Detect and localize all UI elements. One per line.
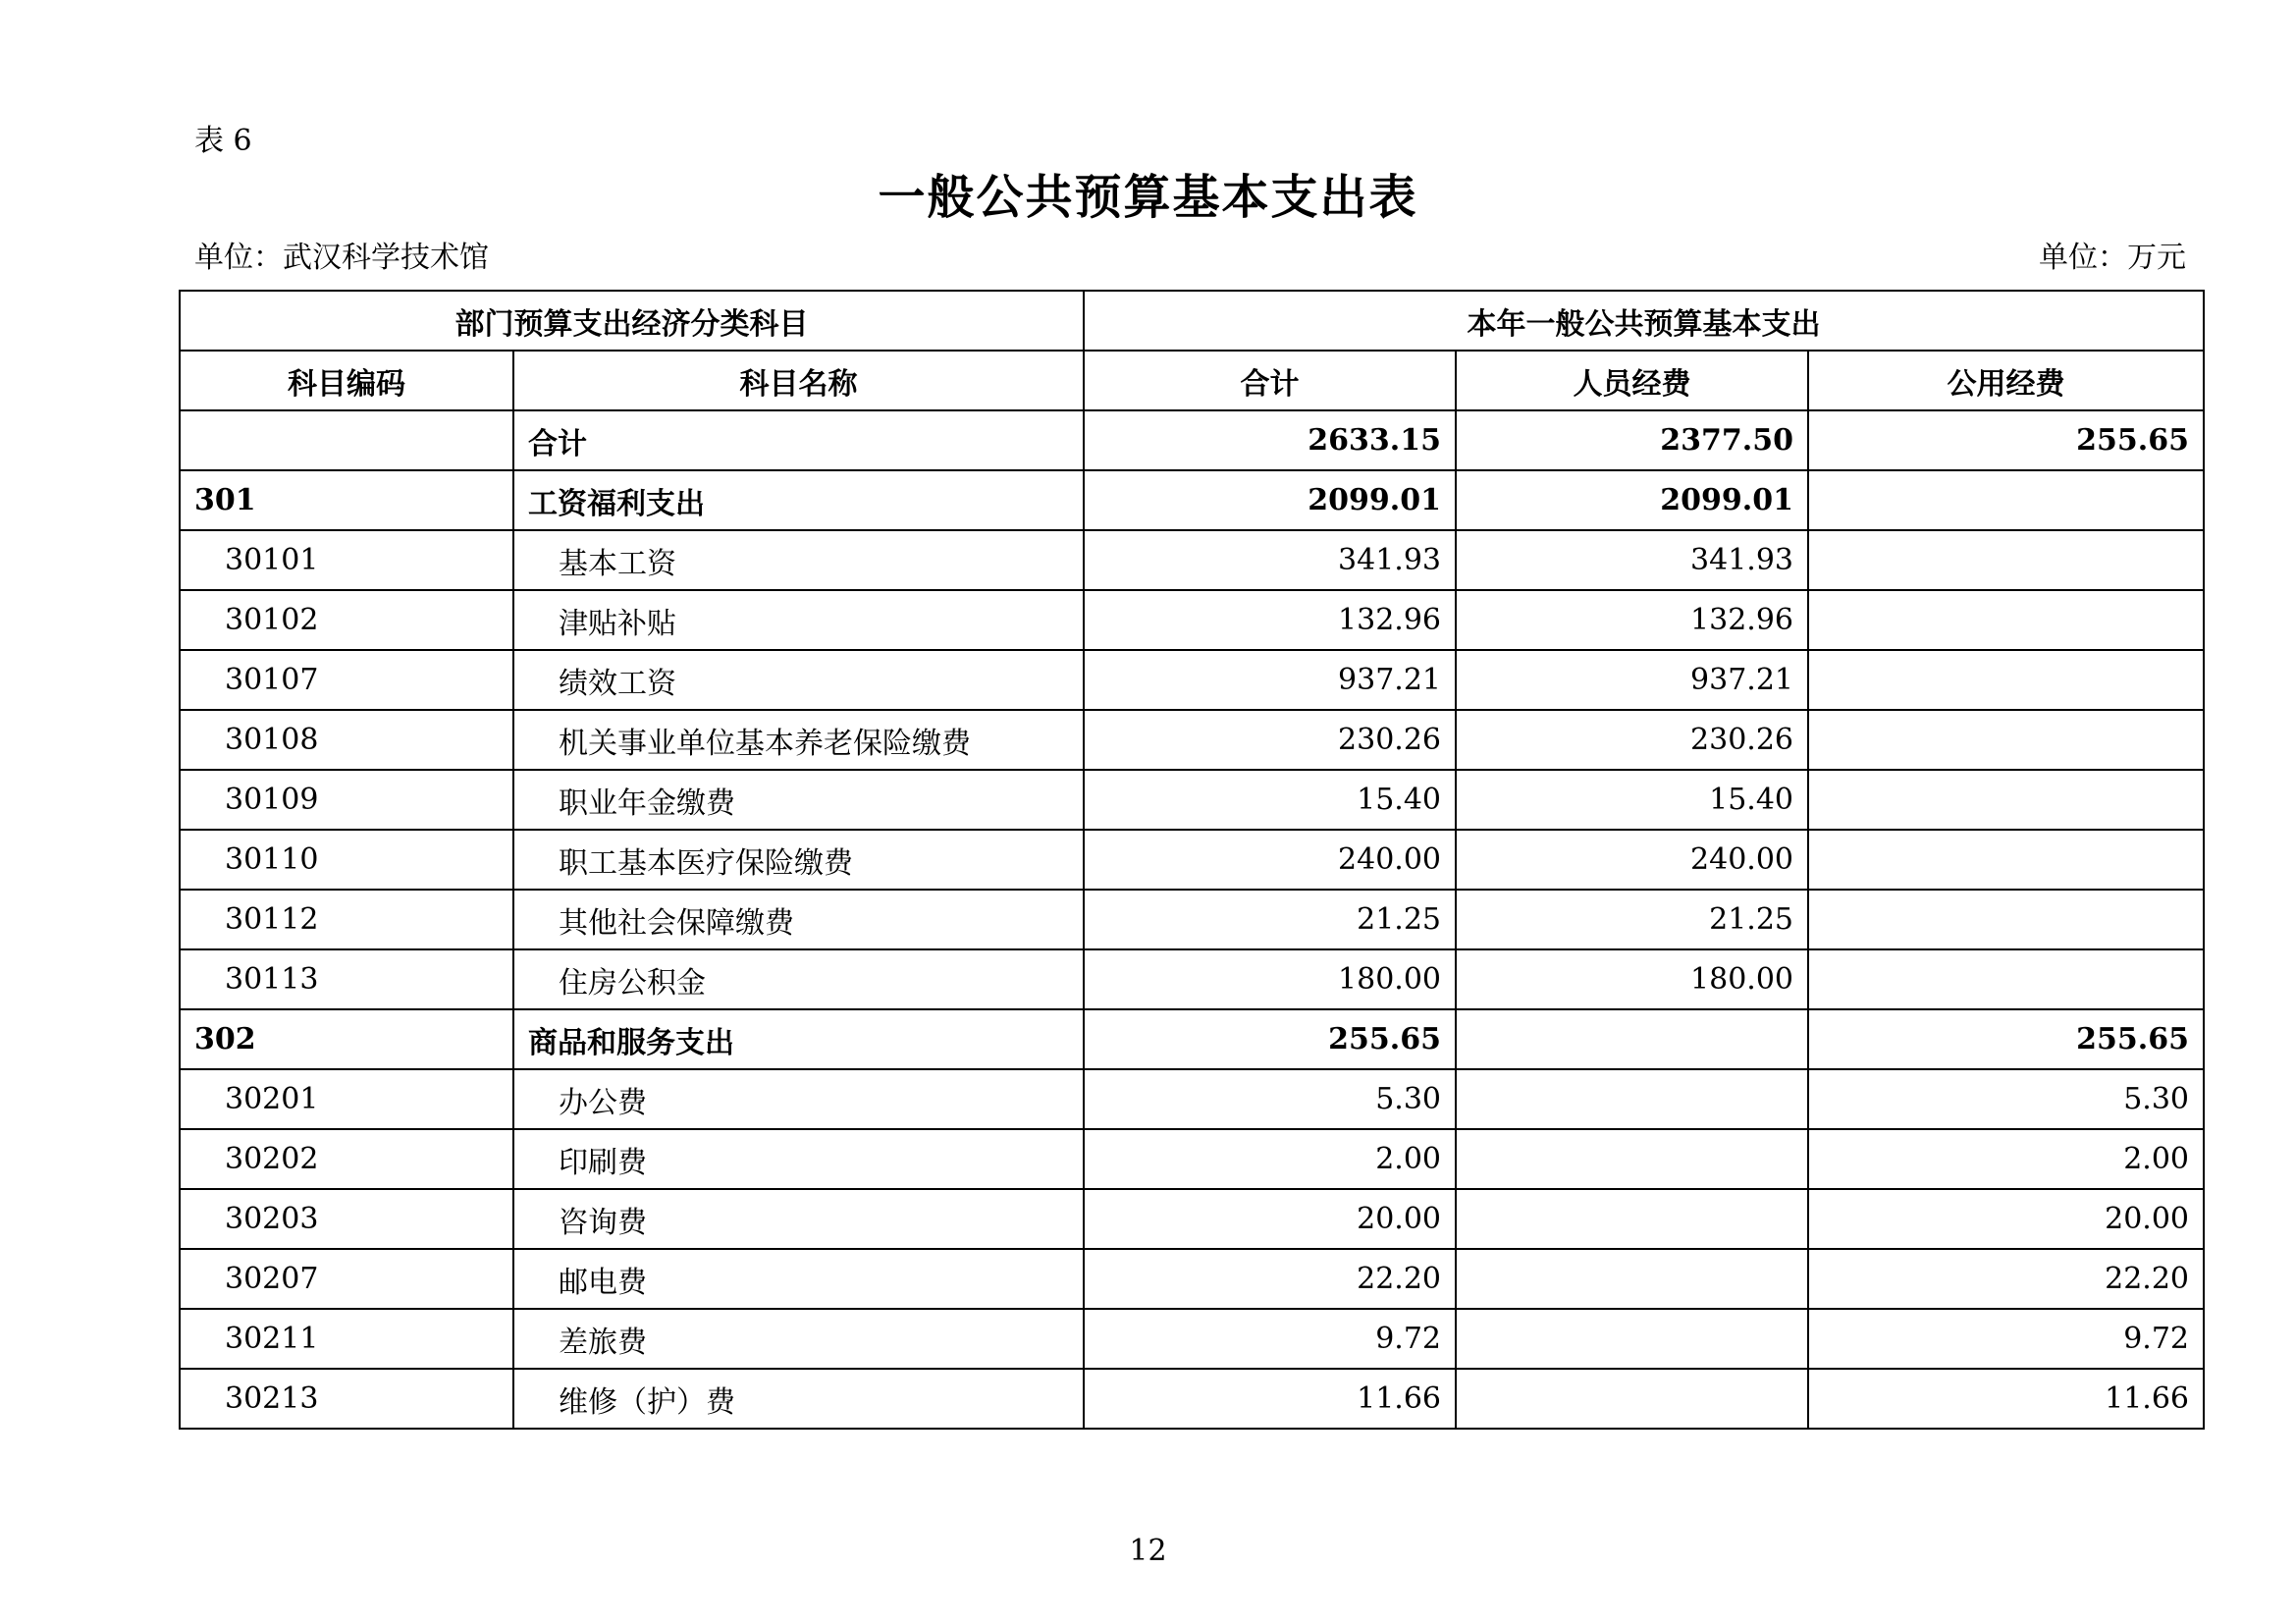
cell-code: 30112 (180, 890, 513, 949)
cell-total: 22.20 (1084, 1249, 1456, 1309)
cell-personnel: 21.25 (1456, 890, 1808, 949)
cell-public (1808, 949, 2204, 1009)
cell-personnel: 937.21 (1456, 650, 1808, 710)
table-row (180, 1129, 2204, 1189)
cell-total: 11.66 (1084, 1369, 1456, 1429)
cell-personnel: 15.40 (1456, 770, 1808, 830)
cell-public (1808, 530, 2204, 590)
cell-code: 30211 (180, 1309, 513, 1369)
cell-code: 30109 (180, 770, 513, 830)
cell-personnel: 240.00 (1456, 830, 1808, 890)
cell-name: 津贴补贴 (513, 590, 1084, 650)
cell-code: 30201 (180, 1069, 513, 1129)
cell-total: 9.72 (1084, 1309, 1456, 1369)
cell-code: 30108 (180, 710, 513, 770)
cell-personnel: 341.93 (1456, 530, 1808, 590)
cell-personnel (1456, 1249, 1808, 1309)
cell-code: 30203 (180, 1189, 513, 1249)
group-header-classification: 部门预算支出经济分类科目 (180, 291, 1084, 351)
cell-name: 工资福利支出 (513, 470, 1084, 530)
cell-name: 机关事业单位基本养老保险缴费 (513, 710, 1084, 770)
cell-code: 30102 (180, 590, 513, 650)
table-row (180, 1309, 2204, 1369)
cell-public: 255.65 (1808, 1009, 2204, 1069)
table-row (180, 1249, 2204, 1309)
cell-code: 30101 (180, 530, 513, 590)
cell-total: 2.00 (1084, 1129, 1456, 1189)
cell-public (1808, 710, 2204, 770)
table-row (180, 650, 2204, 710)
group-header-expenditure: 本年一般公共预算基本支出 (1084, 291, 2204, 351)
table-row (180, 770, 2204, 830)
cell-name: 职业年金缴费 (513, 770, 1084, 830)
page-number: 12 (1129, 1534, 1167, 1568)
cell-name: 其他社会保障缴费 (513, 890, 1084, 949)
column-header-personnel: 人员经费 (1456, 351, 1808, 410)
cell-name: 办公费 (513, 1069, 1084, 1129)
cell-public: 255.65 (1808, 410, 2204, 470)
cell-personnel (1456, 1369, 1808, 1429)
table-row (180, 949, 2204, 1009)
cell-personnel: 230.26 (1456, 710, 1808, 770)
cell-name: 咨询费 (513, 1189, 1084, 1249)
cell-total: 255.65 (1084, 1009, 1456, 1069)
group-header-row (180, 291, 2204, 351)
cell-public: 9.72 (1808, 1309, 2204, 1369)
cell-public (1808, 890, 2204, 949)
column-header-public: 公用经费 (1808, 351, 2204, 410)
cell-name: 绩效工资 (513, 650, 1084, 710)
cell-name: 维修（护）费 (513, 1369, 1084, 1429)
table-label: 表 6 (194, 124, 252, 158)
cell-personnel: 180.00 (1456, 949, 1808, 1009)
cell-total: 341.93 (1084, 530, 1456, 590)
cell-personnel (1456, 1009, 1808, 1069)
table-body (180, 410, 2204, 1429)
table-row (180, 890, 2204, 949)
cell-total: 230.26 (1084, 710, 1456, 770)
cell-public (1808, 470, 2204, 530)
cell-public: 22.20 (1808, 1249, 2204, 1309)
table-row (180, 590, 2204, 650)
cell-total: 937.21 (1084, 650, 1456, 710)
budget-table (179, 290, 2205, 1430)
cell-code (180, 410, 513, 470)
cell-total: 21.25 (1084, 890, 1456, 949)
table-row (180, 1069, 2204, 1129)
cell-name: 邮电费 (513, 1249, 1084, 1309)
cell-name: 住房公积金 (513, 949, 1084, 1009)
cell-total: 2633.15 (1084, 410, 1456, 470)
cell-name: 基本工资 (513, 530, 1084, 590)
cell-public: 20.00 (1808, 1189, 2204, 1249)
cell-code: 30213 (180, 1369, 513, 1429)
cell-name: 差旅费 (513, 1309, 1084, 1369)
table-row (180, 710, 2204, 770)
cell-code: 30202 (180, 1129, 513, 1189)
table-row (180, 470, 2204, 530)
cell-personnel (1456, 1309, 1808, 1369)
cell-total: 180.00 (1084, 949, 1456, 1009)
table-row (180, 1369, 2204, 1429)
cell-name: 合计 (513, 410, 1084, 470)
cell-name: 商品和服务支出 (513, 1009, 1084, 1069)
cell-code: 301 (180, 470, 513, 530)
cell-total: 5.30 (1084, 1069, 1456, 1129)
column-header-code: 科目编码 (180, 351, 513, 410)
column-header-total: 合计 (1084, 351, 1456, 410)
cell-public: 5.30 (1808, 1069, 2204, 1129)
unit-currency: 单位：万元 (2039, 241, 2186, 275)
cell-name: 印刷费 (513, 1129, 1084, 1189)
cell-public (1808, 830, 2204, 890)
cell-code: 30113 (180, 949, 513, 1009)
cell-personnel: 2377.50 (1456, 410, 1808, 470)
cell-code: 30207 (180, 1249, 513, 1309)
cell-total: 132.96 (1084, 590, 1456, 650)
column-header-name: 科目名称 (513, 351, 1084, 410)
cell-personnel: 132.96 (1456, 590, 1808, 650)
cell-personnel: 2099.01 (1456, 470, 1808, 530)
cell-code: 302 (180, 1009, 513, 1069)
table-row (180, 830, 2204, 890)
cell-code: 30110 (180, 830, 513, 890)
cell-personnel (1456, 1129, 1808, 1189)
cell-public (1808, 590, 2204, 650)
cell-code: 30107 (180, 650, 513, 710)
cell-public (1808, 770, 2204, 830)
cell-personnel (1456, 1189, 1808, 1249)
cell-name: 职工基本医疗保险缴费 (513, 830, 1084, 890)
cell-total: 240.00 (1084, 830, 1456, 890)
cell-total: 20.00 (1084, 1189, 1456, 1249)
cell-total: 2099.01 (1084, 470, 1456, 530)
table-row (180, 1189, 2204, 1249)
table-row (180, 530, 2204, 590)
unit-organization: 单位：武汉科学技术馆 (194, 241, 489, 275)
column-header-row (180, 351, 2204, 410)
page-title: 一般公共预算基本支出表 (878, 170, 1418, 225)
table-row (180, 1009, 2204, 1069)
cell-personnel (1456, 1069, 1808, 1129)
table-row (180, 410, 2204, 470)
cell-public: 11.66 (1808, 1369, 2204, 1429)
cell-public (1808, 650, 2204, 710)
cell-public: 2.00 (1808, 1129, 2204, 1189)
cell-total: 15.40 (1084, 770, 1456, 830)
